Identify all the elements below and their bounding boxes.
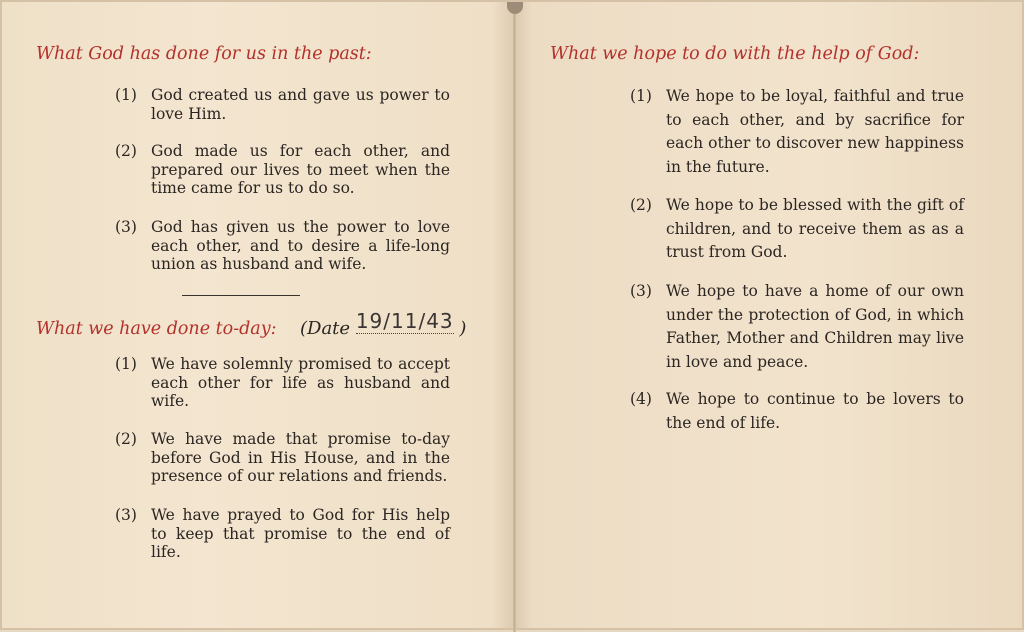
item-text: God made us for each other, and prepared our lives to meet when the time came for us to do so. [151,142,450,197]
hope-item-1 [630,85,964,179]
item-number: (2) [115,430,137,448]
item-text: We hope to continue to be lovers to the end of life. [666,390,964,432]
item-number: (2) [630,196,652,214]
item-number: (1) [115,355,137,373]
item-number: (1) [630,87,652,105]
past-item-2 [115,142,450,198]
item-number: (3) [115,506,137,524]
date-close: ) [459,318,467,339]
item-text: We hope to be blessed with the gift of children, and to receive them as as a trust from God. [666,196,964,261]
past-item-3 [115,218,450,274]
past-item-1 [115,86,450,123]
divider-line [182,295,300,296]
past-heading: What God has done for us in the past: [36,44,372,64]
item-text: God has given us the power to love each other, and to desire a life-long union as husband and wife. [151,218,450,273]
today-item-1 [115,355,450,411]
item-text: God created us and gave us power to love Him. [151,86,450,123]
date-field [300,309,467,340]
today-heading: What we have done to-day: [36,319,277,339]
item-number: (3) [115,218,137,236]
item-number: (3) [630,282,652,300]
hope-item-2 [630,194,964,265]
date-label: (Date [300,318,351,339]
item-number: (1) [115,86,137,104]
item-text: We hope to have a home of our own under the protection of God, in which Father, Mother and Children may live in love and peace. [666,282,964,371]
hope-heading: What we hope to do with the help of God: [550,44,920,64]
item-number: (2) [115,142,137,160]
left-page [2,2,513,632]
today-item-2 [115,430,450,486]
item-text: We have prayed to God for His help to keep that promise to the end of life. [151,506,450,561]
hope-item-4 [630,388,964,435]
hope-item-3 [630,280,964,374]
item-number: (4) [630,390,652,408]
handwritten-date: 19/11/43 [355,309,454,333]
right-page [516,2,1024,632]
item-text: We hope to be loyal, faithful and true to each other, and by sacrifice for each other to discover new happiness in the future. [666,87,964,176]
item-text: We have made that promise to-day before God in His House, and in the presence of our relations and friends. [151,430,450,485]
today-item-3 [115,506,450,562]
item-text: We have solemnly promised to accept each other for life as husband and wife. [151,355,450,410]
